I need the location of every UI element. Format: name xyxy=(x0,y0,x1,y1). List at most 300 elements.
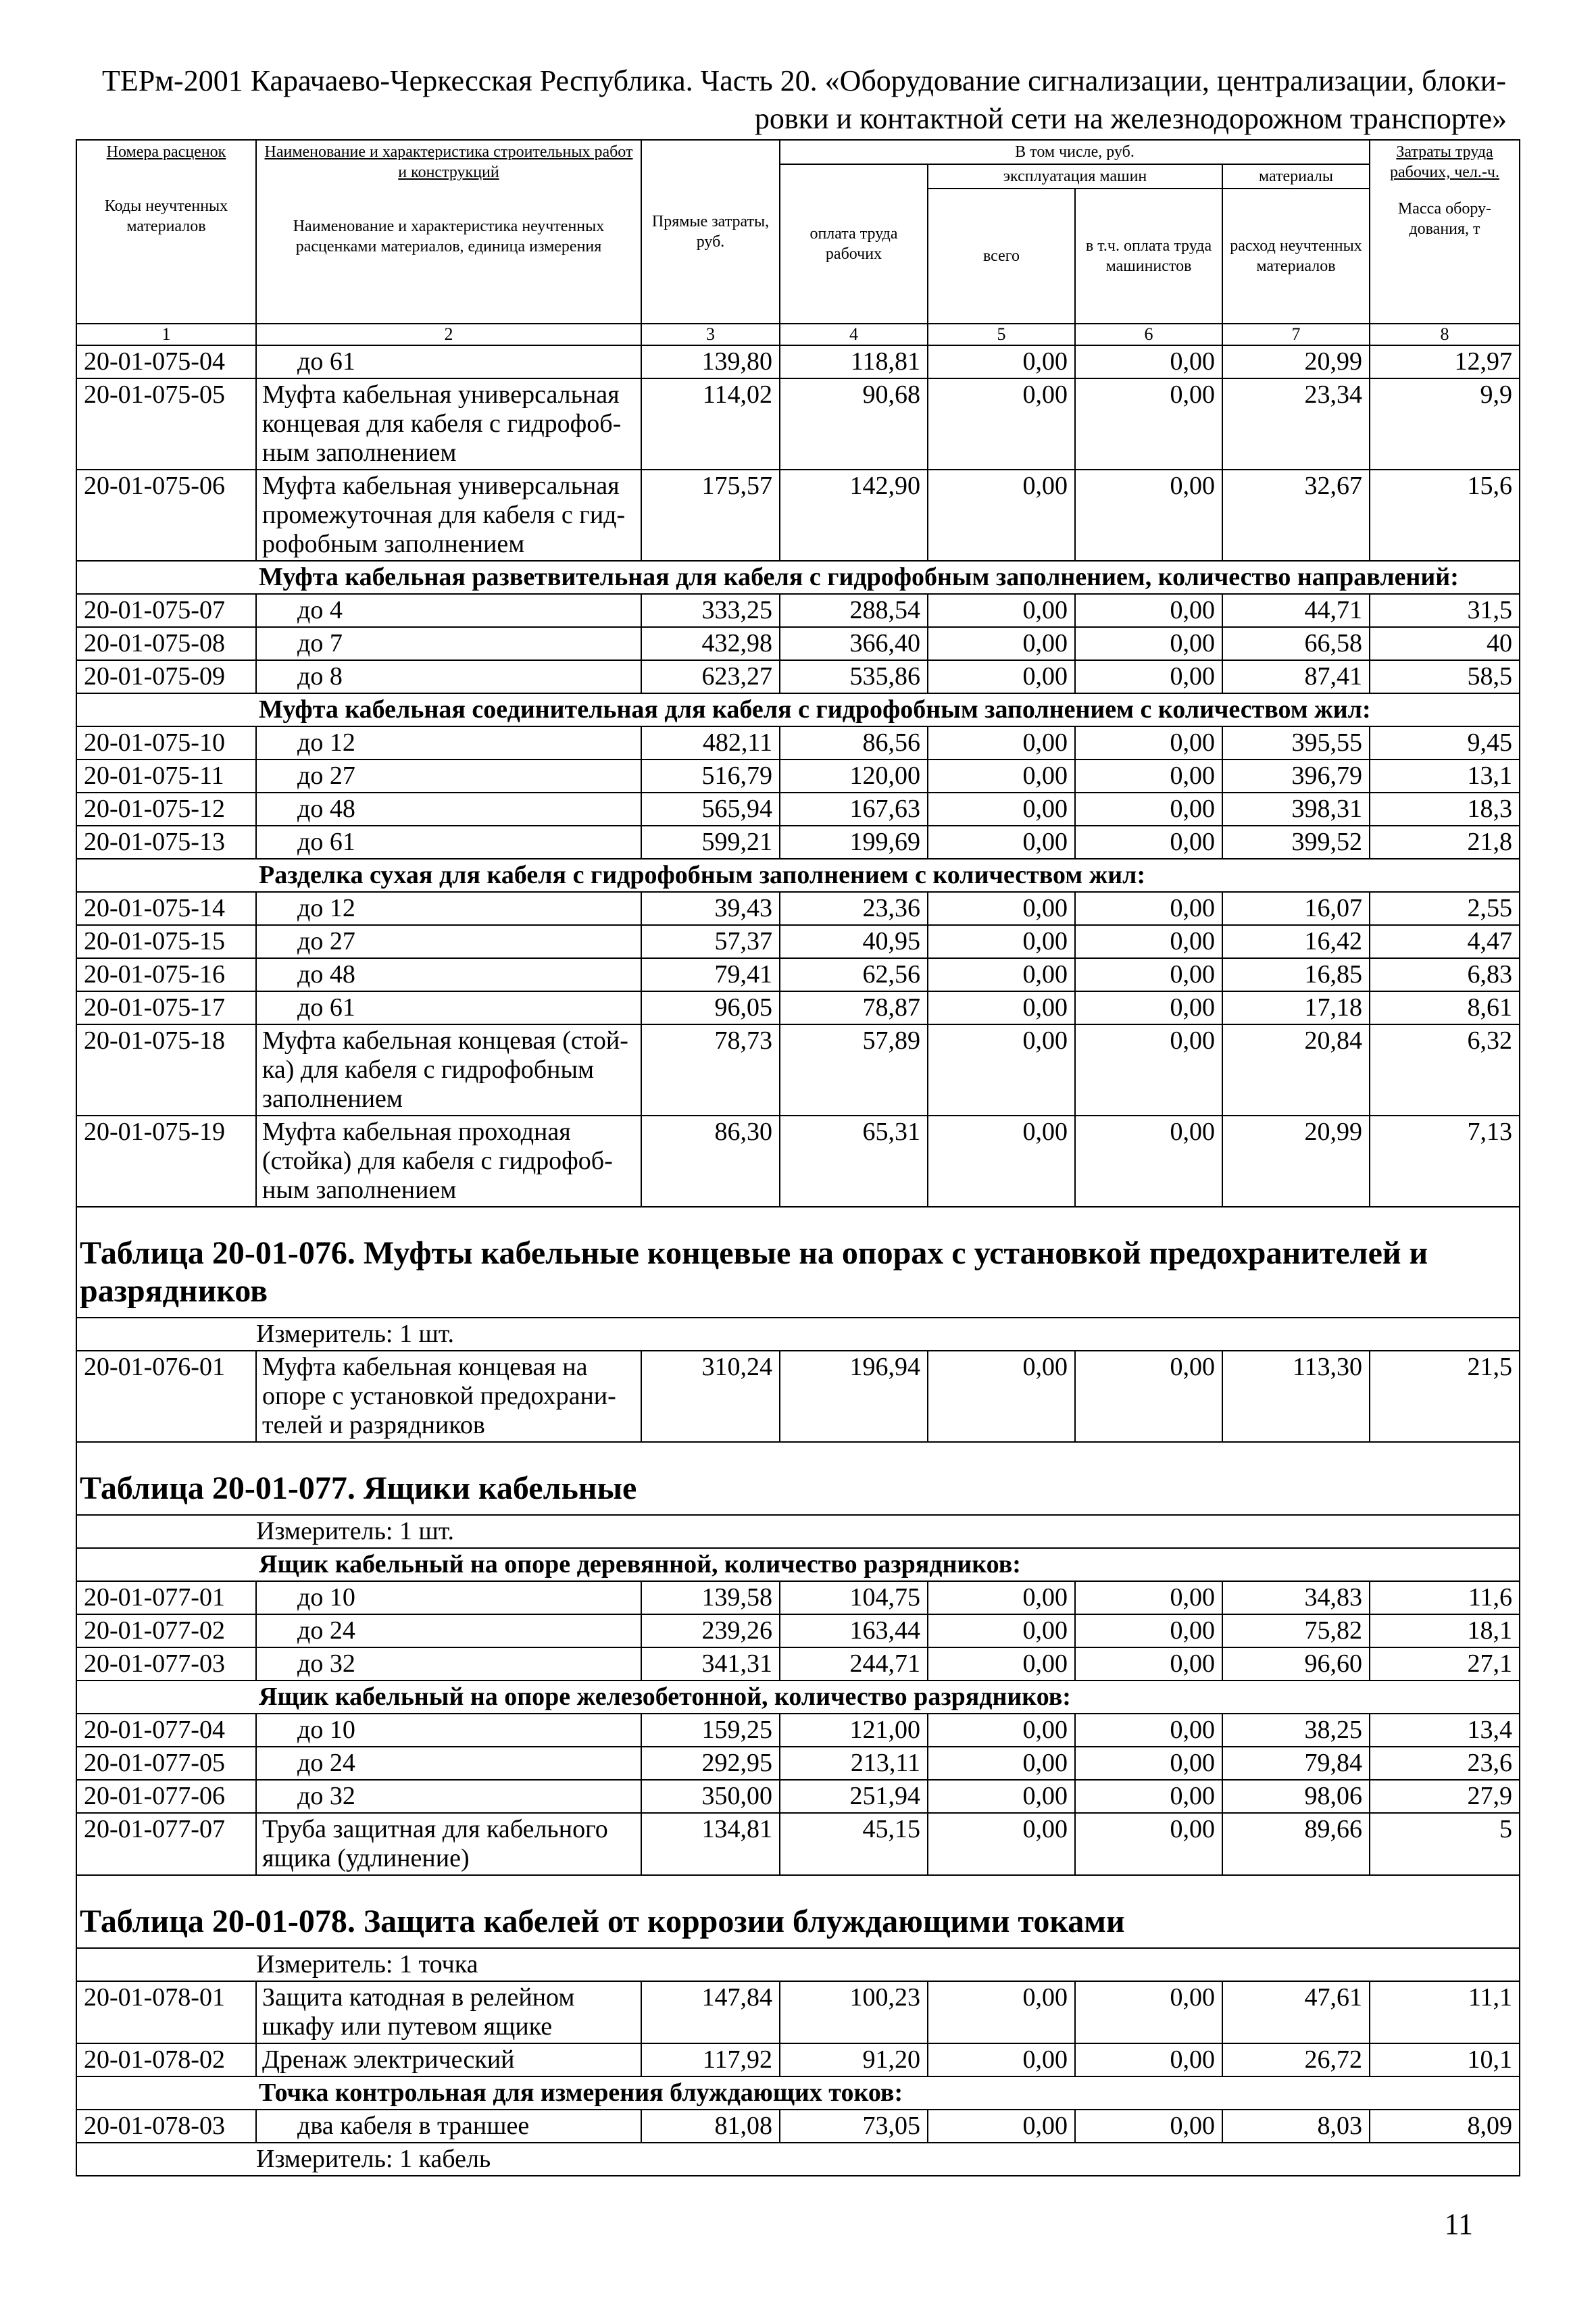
document-header-line2: ровки и контактной сети на железнодорожном транспорте» xyxy=(754,102,1507,135)
value-c7: 20,99 xyxy=(1222,1116,1370,1207)
value-c3: 57,37 xyxy=(641,925,780,958)
value-c8: 7,13 xyxy=(1370,1116,1520,1207)
rate-code: 20-01-075-13 xyxy=(76,826,256,859)
work-description: до 24 xyxy=(256,1747,641,1780)
table-row xyxy=(76,1981,1520,2043)
value-c7: 399,52 xyxy=(1222,826,1370,859)
value-c6: 0,00 xyxy=(1075,826,1222,859)
work-description: до 61 xyxy=(256,991,641,1024)
spacer-cell xyxy=(76,1318,256,1351)
work-description: Защита катодная в релейном шкафу или путевом ящике xyxy=(256,1981,641,2043)
value-c4: 78,87 xyxy=(780,991,928,1024)
value-c6: 0,00 xyxy=(1075,1747,1222,1780)
value-c6: 0,00 xyxy=(1075,2110,1222,2143)
rate-code: 20-01-075-19 xyxy=(76,1116,256,1207)
value-c8: 58,5 xyxy=(1370,660,1520,693)
work-description: Муфта кабельная концевая на опоре с установкой предохрани-телей и разрядников xyxy=(256,1351,641,1442)
value-c8: 9,45 xyxy=(1370,726,1520,760)
work-description: Труба защитная для кабельного ящика (удлинение) xyxy=(256,1813,641,1875)
rate-code: 20-01-077-06 xyxy=(76,1780,256,1813)
value-c7: 87,41 xyxy=(1222,660,1370,693)
value-c3: 175,57 xyxy=(641,470,780,561)
col2-header xyxy=(256,140,641,324)
column-number: 6 xyxy=(1075,324,1222,345)
table-row xyxy=(76,726,1520,760)
group-heading: Точка контрольная для измерения блуждающих токов: xyxy=(256,2076,1520,2110)
value-c4: 57,89 xyxy=(780,1024,928,1116)
value-c7: 66,58 xyxy=(1222,627,1370,660)
rate-code: 20-01-075-12 xyxy=(76,793,256,826)
col1-header-bottom: Коды неучтенных материалов xyxy=(104,197,228,235)
value-c6: 0,00 xyxy=(1075,1351,1222,1442)
value-c7: 16,85 xyxy=(1222,958,1370,991)
value-c5: 0,00 xyxy=(928,2043,1075,2076)
value-c6: 0,00 xyxy=(1075,793,1222,826)
value-c7: 17,18 xyxy=(1222,991,1370,1024)
work-description: до 61 xyxy=(256,345,641,378)
value-c3: 292,95 xyxy=(641,1747,780,1780)
value-c6: 0,00 xyxy=(1075,892,1222,925)
measure-unit-row xyxy=(76,1948,1520,1981)
value-c6: 0,00 xyxy=(1075,594,1222,627)
spacer-cell xyxy=(76,859,256,892)
column-number: 8 xyxy=(1370,324,1520,345)
value-c3: 432,98 xyxy=(641,627,780,660)
value-c4: 196,94 xyxy=(780,1351,928,1442)
value-c4: 40,95 xyxy=(780,925,928,958)
col7-header: расход неучтенных материалов xyxy=(1222,189,1370,324)
measure-unit: Измеритель: 1 кабель xyxy=(256,2143,1520,2176)
col8-header-top: Затраты труда рабочих, чел.-ч. xyxy=(1390,143,1499,181)
value-c8: 13,4 xyxy=(1370,1714,1520,1747)
table-title: Таблица 20-01-078. Защита кабелей от коррозии блуждающими токами xyxy=(76,1875,1520,1948)
value-c3: 239,26 xyxy=(641,1614,780,1647)
table-row xyxy=(76,2043,1520,2076)
value-c4: 86,56 xyxy=(780,726,928,760)
value-c4: 104,75 xyxy=(780,1581,928,1614)
table-row xyxy=(76,1647,1520,1681)
spacer-cell xyxy=(76,1515,256,1548)
value-c4: 251,94 xyxy=(780,1780,928,1813)
value-c8: 2,55 xyxy=(1370,892,1520,925)
value-c4: 90,68 xyxy=(780,378,928,470)
value-c8: 8,09 xyxy=(1370,2110,1520,2143)
value-c3: 81,08 xyxy=(641,2110,780,2143)
value-c4: 118,81 xyxy=(780,345,928,378)
value-c7: 113,30 xyxy=(1222,1351,1370,1442)
value-c5: 0,00 xyxy=(928,2110,1075,2143)
value-c5: 0,00 xyxy=(928,1981,1075,2043)
work-description: Дренаж электрический xyxy=(256,2043,641,2076)
measure-unit: Измеритель: 1 шт. xyxy=(256,1515,1520,1548)
value-c3: 39,43 xyxy=(641,892,780,925)
group-header-materials: материалы xyxy=(1222,164,1370,189)
value-c5: 0,00 xyxy=(928,345,1075,378)
value-c5: 0,00 xyxy=(928,958,1075,991)
group-heading-row xyxy=(76,2076,1520,2110)
table-row xyxy=(76,1116,1520,1207)
value-c6: 0,00 xyxy=(1075,1714,1222,1747)
value-c3: 516,79 xyxy=(641,760,780,793)
value-c7: 20,99 xyxy=(1222,345,1370,378)
value-c6: 0,00 xyxy=(1075,1614,1222,1647)
value-c3: 341,31 xyxy=(641,1647,780,1681)
value-c3: 482,11 xyxy=(641,726,780,760)
value-c4: 167,63 xyxy=(780,793,928,826)
col1-header-top: Номера расценок xyxy=(106,143,226,161)
value-c8: 23,6 xyxy=(1370,1747,1520,1780)
col2-header-top: Наименование и характеристика строительных работ и конструкций xyxy=(264,143,633,181)
value-c6: 0,00 xyxy=(1075,1647,1222,1681)
rate-code: 20-01-075-09 xyxy=(76,660,256,693)
value-c3: 117,92 xyxy=(641,2043,780,2076)
value-c3: 599,21 xyxy=(641,826,780,859)
rate-code: 20-01-075-18 xyxy=(76,1024,256,1116)
work-description: до 27 xyxy=(256,760,641,793)
table-row xyxy=(76,345,1520,378)
value-c6: 0,00 xyxy=(1075,2043,1222,2076)
value-c5: 0,00 xyxy=(928,1116,1075,1207)
rate-code: 20-01-077-02 xyxy=(76,1614,256,1647)
value-c3: 310,24 xyxy=(641,1351,780,1442)
value-c5: 0,00 xyxy=(928,1780,1075,1813)
value-c8: 11,6 xyxy=(1370,1581,1520,1614)
value-c4: 121,00 xyxy=(780,1714,928,1747)
column-number: 3 xyxy=(641,324,780,345)
work-description: Муфта кабельная универсальная концевая для кабеля с гидрофоб-ным заполнением xyxy=(256,378,641,470)
table-row xyxy=(76,826,1520,859)
value-c8: 18,3 xyxy=(1370,793,1520,826)
value-c7: 98,06 xyxy=(1222,1780,1370,1813)
table-title-row xyxy=(76,1207,1520,1318)
value-c7: 79,84 xyxy=(1222,1747,1370,1780)
value-c7: 89,66 xyxy=(1222,1813,1370,1875)
column-number: 1 xyxy=(76,324,256,345)
value-c6: 0,00 xyxy=(1075,925,1222,958)
work-description: Муфта кабельная универсальная промежуточная для кабеля с гид-рофобным заполнением xyxy=(256,470,641,561)
col4-header: оплата труда рабочих xyxy=(780,164,928,324)
group-heading-row xyxy=(76,1548,1520,1581)
value-c3: 350,00 xyxy=(641,1780,780,1813)
table-row xyxy=(76,892,1520,925)
work-description: до 10 xyxy=(256,1581,641,1614)
value-c3: 147,84 xyxy=(641,1981,780,2043)
table-row xyxy=(76,1351,1520,1442)
value-c5: 0,00 xyxy=(928,892,1075,925)
table-row xyxy=(76,378,1520,470)
value-c8: 10,1 xyxy=(1370,2043,1520,2076)
measure-unit: Измеритель: 1 точка xyxy=(256,1948,1520,1981)
measure-unit-row xyxy=(76,1515,1520,1548)
value-c7: 38,25 xyxy=(1222,1714,1370,1747)
rate-code: 20-01-075-04 xyxy=(76,345,256,378)
value-c8: 27,1 xyxy=(1370,1647,1520,1681)
table-row xyxy=(76,594,1520,627)
header-row-1 xyxy=(76,140,1520,164)
table-row xyxy=(76,660,1520,693)
value-c5: 0,00 xyxy=(928,594,1075,627)
value-c8: 9,9 xyxy=(1370,378,1520,470)
value-c5: 0,00 xyxy=(928,1747,1075,1780)
document-header-line1: ТЕРм-2001 Карачаево-Черкесская Республика. Часть 20. «Оборудование сигнализации, централизации, блоки- xyxy=(101,64,1507,97)
work-description: до 32 xyxy=(256,1780,641,1813)
measure-unit: Измеритель: 1 шт. xyxy=(256,1318,1520,1351)
value-c3: 78,73 xyxy=(641,1024,780,1116)
column-number: 7 xyxy=(1222,324,1370,345)
column-number: 2 xyxy=(256,324,641,345)
value-c6: 0,00 xyxy=(1075,378,1222,470)
rate-code: 20-01-077-03 xyxy=(76,1647,256,1681)
value-c5: 0,00 xyxy=(928,760,1075,793)
value-c8: 21,5 xyxy=(1370,1351,1520,1442)
value-c5: 0,00 xyxy=(928,793,1075,826)
value-c4: 163,44 xyxy=(780,1614,928,1647)
rate-code: 20-01-075-08 xyxy=(76,627,256,660)
measure-unit-row xyxy=(76,2143,1520,2176)
value-c7: 32,67 xyxy=(1222,470,1370,561)
col3-header: Прямые затраты, руб. xyxy=(641,140,780,324)
value-c8: 13,1 xyxy=(1370,760,1520,793)
value-c6: 0,00 xyxy=(1075,958,1222,991)
value-c4: 120,00 xyxy=(780,760,928,793)
value-c5: 0,00 xyxy=(928,1614,1075,1647)
value-c5: 0,00 xyxy=(928,627,1075,660)
value-c6: 0,00 xyxy=(1075,627,1222,660)
value-c7: 34,83 xyxy=(1222,1581,1370,1614)
value-c3: 114,02 xyxy=(641,378,780,470)
column-numbers-row xyxy=(76,324,1520,345)
work-description: до 61 xyxy=(256,826,641,859)
rate-code: 20-01-075-05 xyxy=(76,378,256,470)
value-c4: 288,54 xyxy=(780,594,928,627)
value-c3: 139,58 xyxy=(641,1581,780,1614)
rate-code: 20-01-077-04 xyxy=(76,1714,256,1747)
value-c5: 0,00 xyxy=(928,1714,1075,1747)
col8-header xyxy=(1370,140,1520,324)
table-title-row xyxy=(76,1875,1520,1948)
value-c8: 40 xyxy=(1370,627,1520,660)
value-c5: 0,00 xyxy=(928,660,1075,693)
work-description: до 48 xyxy=(256,793,641,826)
work-description: до 12 xyxy=(256,892,641,925)
table-title: Таблица 20-01-076. Муфты кабельные концевые на опорах с установкой предохранителей и разрядников xyxy=(76,1207,1520,1318)
table-row xyxy=(76,1581,1520,1614)
table-row xyxy=(76,1024,1520,1116)
rates-table xyxy=(76,139,1520,2176)
work-description: до 48 xyxy=(256,958,641,991)
rate-code: 20-01-075-10 xyxy=(76,726,256,760)
spacer-cell xyxy=(76,1548,256,1581)
value-c3: 86,30 xyxy=(641,1116,780,1207)
value-c4: 213,11 xyxy=(780,1747,928,1780)
value-c3: 565,94 xyxy=(641,793,780,826)
rate-code: 20-01-075-06 xyxy=(76,470,256,561)
rate-code: 20-01-077-01 xyxy=(76,1581,256,1614)
group-heading-row xyxy=(76,859,1520,892)
value-c6: 0,00 xyxy=(1075,345,1222,378)
value-c8: 6,32 xyxy=(1370,1024,1520,1116)
value-c4: 62,56 xyxy=(780,958,928,991)
rate-code: 20-01-077-05 xyxy=(76,1747,256,1780)
value-c3: 623,27 xyxy=(641,660,780,693)
work-description: Муфта кабельная проходная (стойка) для кабеля с гидрофоб-ным заполнением xyxy=(256,1116,641,1207)
value-c8: 6,83 xyxy=(1370,958,1520,991)
group-heading: Разделка сухая для кабеля с гидрофобным заполнением с количеством жил: xyxy=(256,859,1520,892)
col6-header: в т.ч. оплата труда машинистов xyxy=(1075,189,1222,324)
value-c7: 8,03 xyxy=(1222,2110,1370,2143)
value-c5: 0,00 xyxy=(928,925,1075,958)
col1-header xyxy=(76,140,256,324)
value-c8: 27,9 xyxy=(1370,1780,1520,1813)
value-c5: 0,00 xyxy=(928,378,1075,470)
value-c8: 8,61 xyxy=(1370,991,1520,1024)
work-description: до 8 xyxy=(256,660,641,693)
value-c7: 20,84 xyxy=(1222,1024,1370,1116)
rate-code: 20-01-075-14 xyxy=(76,892,256,925)
value-c7: 47,61 xyxy=(1222,1981,1370,2043)
table-row xyxy=(76,925,1520,958)
value-c4: 73,05 xyxy=(780,2110,928,2143)
value-c7: 16,07 xyxy=(1222,892,1370,925)
value-c4: 244,71 xyxy=(780,1647,928,1681)
value-c4: 535,86 xyxy=(780,660,928,693)
work-description: Муфта кабельная концевая (стой-ка) для кабеля с гидрофобным заполнением xyxy=(256,1024,641,1116)
measure-unit-row xyxy=(76,1318,1520,1351)
value-c8: 5 xyxy=(1370,1813,1520,1875)
value-c3: 333,25 xyxy=(641,594,780,627)
group-header-machines: эксплуатация машин xyxy=(928,164,1222,189)
value-c5: 0,00 xyxy=(928,991,1075,1024)
table-row xyxy=(76,1813,1520,1875)
group-heading-row xyxy=(76,693,1520,726)
spacer-cell xyxy=(76,693,256,726)
group-heading: Ящик кабельный на опоре деревянной, количество разрядников: xyxy=(256,1548,1520,1581)
value-c7: 398,31 xyxy=(1222,793,1370,826)
value-c6: 0,00 xyxy=(1075,1780,1222,1813)
rate-code: 20-01-078-01 xyxy=(76,1981,256,2043)
value-c5: 0,00 xyxy=(928,826,1075,859)
value-c7: 23,34 xyxy=(1222,378,1370,470)
value-c6: 0,00 xyxy=(1075,1813,1222,1875)
group-heading: Ящик кабельный на опоре железобетонной, количество разрядников: xyxy=(256,1681,1520,1714)
value-c3: 159,25 xyxy=(641,1714,780,1747)
value-c4: 91,20 xyxy=(780,2043,928,2076)
table-row xyxy=(76,1714,1520,1747)
value-c3: 139,80 xyxy=(641,345,780,378)
table-row xyxy=(76,793,1520,826)
value-c5: 0,00 xyxy=(928,1024,1075,1116)
column-number: 5 xyxy=(928,324,1075,345)
value-c4: 199,69 xyxy=(780,826,928,859)
value-c6: 0,00 xyxy=(1075,470,1222,561)
table-row xyxy=(76,1747,1520,1780)
value-c4: 45,15 xyxy=(780,1813,928,1875)
value-c7: 96,60 xyxy=(1222,1647,1370,1681)
value-c6: 0,00 xyxy=(1075,1116,1222,1207)
value-c6: 0,00 xyxy=(1075,991,1222,1024)
value-c5: 0,00 xyxy=(928,1647,1075,1681)
value-c8: 18,1 xyxy=(1370,1614,1520,1647)
spacer-cell xyxy=(76,561,256,594)
table-row xyxy=(76,2110,1520,2143)
rate-code: 20-01-078-02 xyxy=(76,2043,256,2076)
rate-code: 20-01-075-11 xyxy=(76,760,256,793)
value-c5: 0,00 xyxy=(928,470,1075,561)
value-c4: 100,23 xyxy=(780,1981,928,2043)
value-c4: 142,90 xyxy=(780,470,928,561)
value-c4: 23,36 xyxy=(780,892,928,925)
rate-code: 20-01-075-07 xyxy=(76,594,256,627)
value-c7: 44,71 xyxy=(1222,594,1370,627)
value-c3: 79,41 xyxy=(641,958,780,991)
table-row xyxy=(76,470,1520,561)
value-c5: 0,00 xyxy=(928,726,1075,760)
value-c7: 26,72 xyxy=(1222,2043,1370,2076)
spacer-cell xyxy=(76,2143,256,2176)
value-c8: 4,47 xyxy=(1370,925,1520,958)
value-c6: 0,00 xyxy=(1075,760,1222,793)
group-header-all: В том числе, руб. xyxy=(780,140,1370,164)
value-c5: 0,00 xyxy=(928,1351,1075,1442)
work-description: до 4 xyxy=(256,594,641,627)
group-heading-row xyxy=(76,1681,1520,1714)
rate-code: 20-01-075-15 xyxy=(76,925,256,958)
value-c5: 0,00 xyxy=(928,1581,1075,1614)
rate-code: 20-01-075-17 xyxy=(76,991,256,1024)
value-c6: 0,00 xyxy=(1075,660,1222,693)
value-c8: 12,97 xyxy=(1370,345,1520,378)
col5-header: всего xyxy=(928,189,1075,324)
value-c6: 0,00 xyxy=(1075,726,1222,760)
table-row xyxy=(76,991,1520,1024)
table-row xyxy=(76,1614,1520,1647)
work-description: два кабеля в траншее xyxy=(256,2110,641,2143)
value-c3: 96,05 xyxy=(641,991,780,1024)
table-row xyxy=(76,627,1520,660)
value-c6: 0,00 xyxy=(1075,1581,1222,1614)
group-heading: Муфта кабельная разветвительная для кабеля с гидрофобным заполнением, количество направлений: xyxy=(256,561,1520,594)
work-description: до 12 xyxy=(256,726,641,760)
spacer-cell xyxy=(76,1948,256,1981)
value-c6: 0,00 xyxy=(1075,1024,1222,1116)
column-number: 4 xyxy=(780,324,928,345)
value-c5: 0,00 xyxy=(928,1813,1075,1875)
value-c7: 395,55 xyxy=(1222,726,1370,760)
value-c3: 134,81 xyxy=(641,1813,780,1875)
table-row xyxy=(76,760,1520,793)
spacer-cell xyxy=(76,1681,256,1714)
rate-code: 20-01-077-07 xyxy=(76,1813,256,1875)
group-heading: Муфта кабельная соединительная для кабеля с гидрофобным заполнением с количеством жил: xyxy=(256,693,1520,726)
rate-code: 20-01-076-01 xyxy=(76,1351,256,1442)
rate-code: 20-01-075-16 xyxy=(76,958,256,991)
value-c6: 0,00 xyxy=(1075,1981,1222,2043)
work-description: до 27 xyxy=(256,925,641,958)
col8-header-bottom: Масса обору-дования, т xyxy=(1397,200,1492,238)
work-description: до 10 xyxy=(256,1714,641,1747)
value-c7: 75,82 xyxy=(1222,1614,1370,1647)
spacer-cell xyxy=(76,2076,256,2110)
group-heading-row xyxy=(76,561,1520,594)
col2-header-bottom: Наименование и характеристика неучтенных расценками материалов, единица измерения xyxy=(293,218,605,255)
work-description: до 24 xyxy=(256,1614,641,1647)
table-row xyxy=(76,1780,1520,1813)
rate-code: 20-01-078-03 xyxy=(76,2110,256,2143)
value-c8: 31,5 xyxy=(1370,594,1520,627)
table-title: Таблица 20-01-077. Ящики кабельные xyxy=(76,1442,1520,1515)
value-c8: 21,8 xyxy=(1370,826,1520,859)
value-c7: 396,79 xyxy=(1222,760,1370,793)
